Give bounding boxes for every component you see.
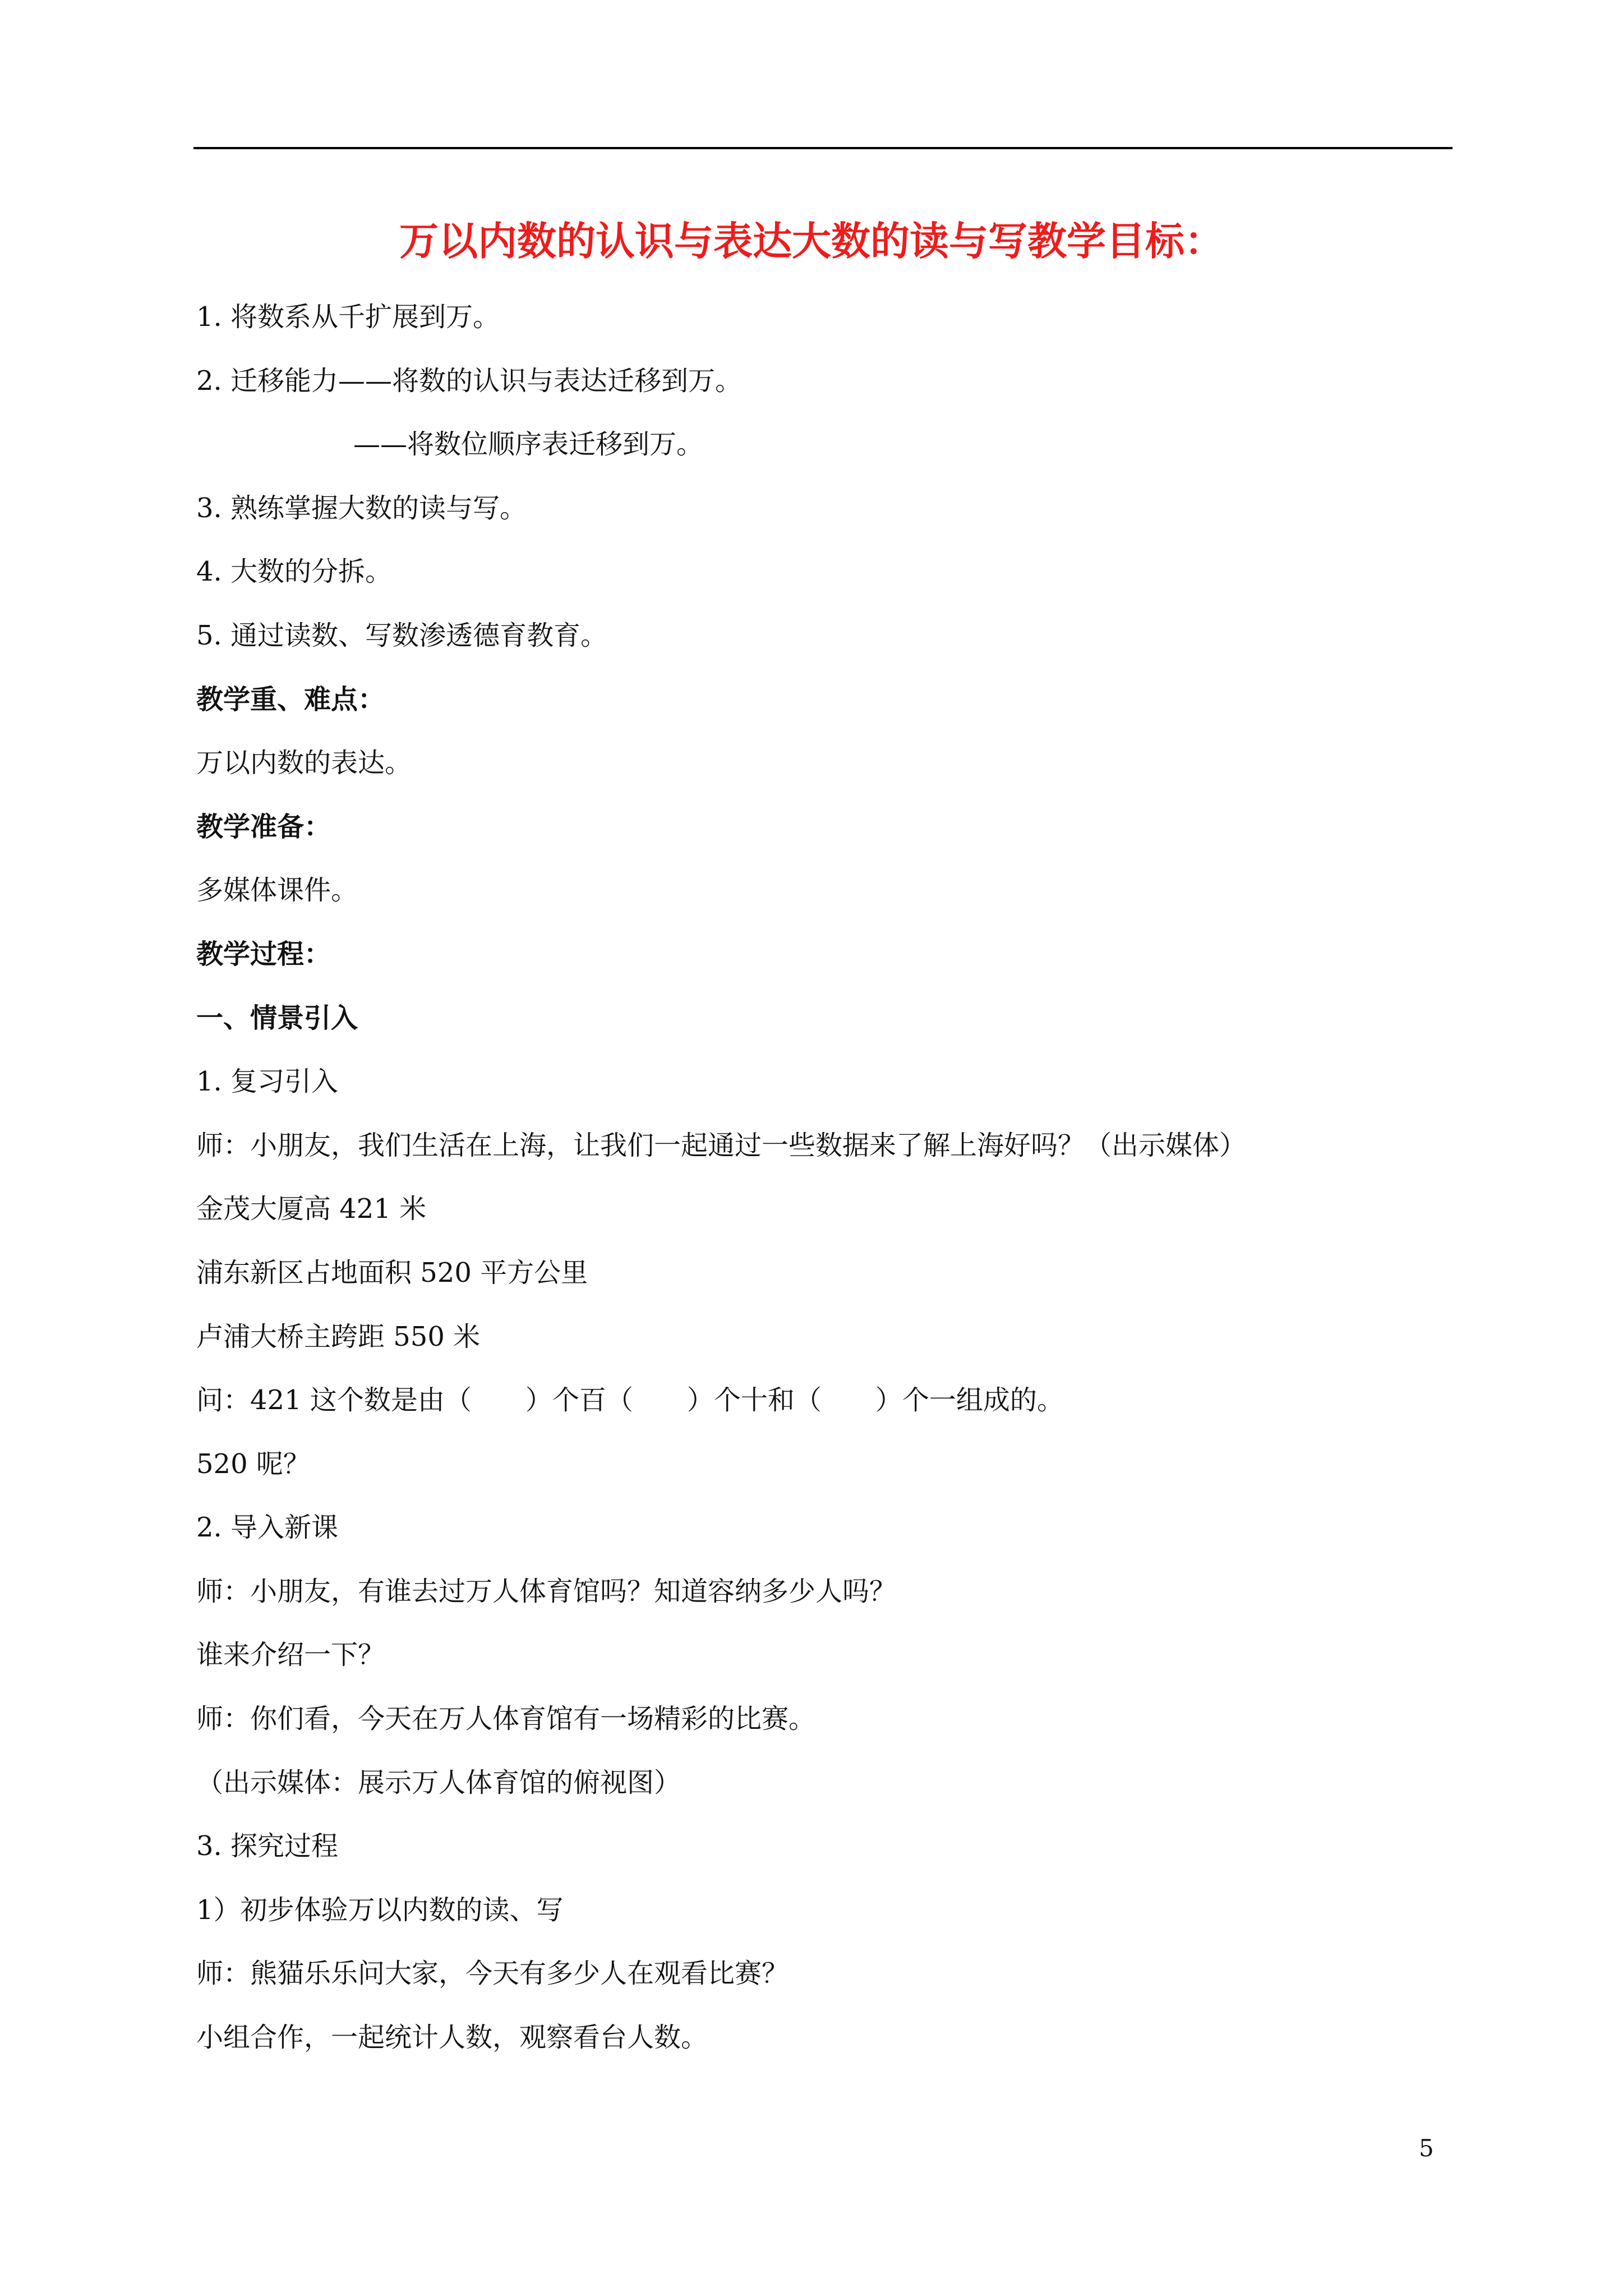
body-line: 师：小朋友，有谁去过万人体育馆吗？知道容纳多少人吗？ (196, 1575, 897, 1607)
body-line: 师：小朋友，我们生活在上海，让我们一起通过一些数据来了解上海好吗？（出示媒体） (196, 1129, 1247, 1161)
body-line: 520 呢？ (196, 1448, 310, 1480)
document-title: 万以内数的认识与表达大数的读与写教学目标： (399, 218, 1224, 264)
header-rule (193, 147, 1453, 149)
body-line: 5. 通过读数、写数渗透德育教育。 (196, 619, 608, 651)
section-heading: 教学准备： (196, 811, 331, 843)
body-line: 谁来介绍一下？ (196, 1639, 385, 1671)
body-line: 师：你们看，今天在万人体育馆有一场精彩的比赛。 (196, 1703, 816, 1735)
body-line: 4. 大数的分拆。 (196, 556, 393, 588)
body-line: （出示媒体：展示万人体育馆的俯视图） (196, 1766, 681, 1798)
body-line: 多媒体课件。 (196, 875, 358, 907)
document-body (196, 289, 1453, 2073)
section-heading: 教学过程： (196, 938, 331, 970)
body-line: 问：421 这个数是由（ ）个百（ ）个十和（ ）个一组成的。 (196, 1384, 1064, 1416)
body-line: 1. 复习引入 (196, 1066, 339, 1098)
body-line: 金茂大厦高 421 米 (196, 1193, 427, 1225)
body-line: 万以内数的表达。 (196, 747, 412, 779)
section-heading: 一、情景引入 (196, 1002, 358, 1034)
body-line: ——将数位顺序表迁移到万。 (353, 429, 704, 461)
body-line: 2. 导入新课 (196, 1512, 339, 1544)
body-line: 3. 探究过程 (196, 1830, 339, 1862)
body-line: 师：熊猫乐乐问大家，今天有多少人在观看比赛？ (196, 1958, 789, 1990)
page-number: 5 (1419, 2134, 1434, 2162)
body-line: 1）初步体验万以内数的读、写 (196, 1894, 564, 1926)
section-heading: 教学重、难点： (196, 683, 385, 715)
body-line: 卢浦大桥主跨距 550 米 (196, 1320, 481, 1352)
body-line: 2. 迁移能力——将数的认识与表达迁移到万。 (196, 365, 743, 397)
body-line: 小组合作，一起统计人数，观察看台人数。 (196, 2022, 708, 2054)
body-line: 1. 将数系从千扩展到万。 (196, 301, 500, 333)
body-line: 浦东新区占地面积 520 平方公里 (196, 1257, 588, 1289)
body-line: 3. 熟练掌握大数的读与写。 (196, 492, 527, 524)
